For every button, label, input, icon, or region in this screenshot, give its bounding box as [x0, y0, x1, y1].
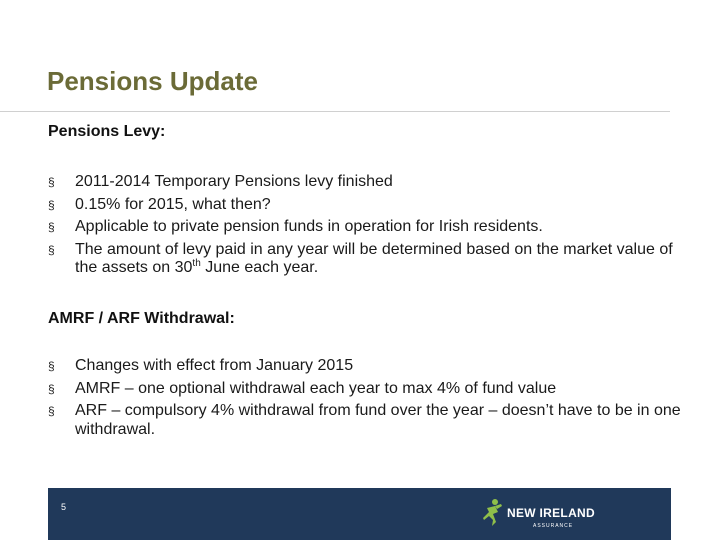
bullet-icon: § — [48, 220, 55, 234]
amrf-arf-list — [48, 357, 688, 443]
footer-bar — [48, 488, 671, 540]
runner-logo-icon — [481, 498, 503, 528]
list-item-text: Changes with effect from January 2015 — [75, 357, 354, 374]
bullet-icon: § — [48, 242, 55, 257]
bullet-icon: § — [48, 359, 55, 373]
list-item — [48, 380, 688, 399]
new-ireland-logo — [481, 496, 631, 534]
ordinal-suffix: th — [192, 258, 201, 269]
list-item — [48, 196, 688, 215]
bullet-icon: § — [48, 197, 55, 212]
logo-subtext: ASSURANCE — [533, 523, 574, 529]
list-item — [48, 241, 688, 278]
list-item — [48, 173, 688, 192]
list-item-text: 2011-2014 Temporary Pensions levy finished — [75, 173, 393, 190]
title-divider — [0, 111, 670, 112]
list-item-text: AMRF – one optional withdrawal each year to max 4% of fund value — [75, 379, 557, 397]
list-item — [48, 218, 688, 237]
bullet-icon: § — [48, 175, 55, 189]
list-item-text: 0.15% for 2015, what then? — [75, 195, 271, 213]
slide-title: Pensions Update — [47, 66, 258, 96]
list-item-text: The amount of levy paid in any year will be determined based on the market value of the assets on 30 — [75, 240, 673, 276]
list-item — [48, 402, 688, 439]
amrf-arf-heading: AMRF / ARF Withdrawal: — [48, 310, 235, 327]
list-item-text: Applicable to private pension funds in operation for Irish residents. — [75, 218, 543, 235]
bullet-icon: § — [48, 404, 55, 418]
logo-text: NEW IRELAND — [507, 506, 595, 520]
pensions-levy-list — [48, 173, 688, 282]
page-number: 5 — [61, 502, 67, 512]
list-item-text: ARF – compulsory 4% withdrawal from fund over the year – doesn’t have to be in one withdrawal. — [75, 402, 681, 438]
bullet-icon: § — [48, 381, 55, 396]
pensions-levy-heading: Pensions Levy: — [48, 123, 166, 140]
list-item-text-end: June each year. — [200, 259, 319, 276]
list-item — [48, 357, 688, 376]
